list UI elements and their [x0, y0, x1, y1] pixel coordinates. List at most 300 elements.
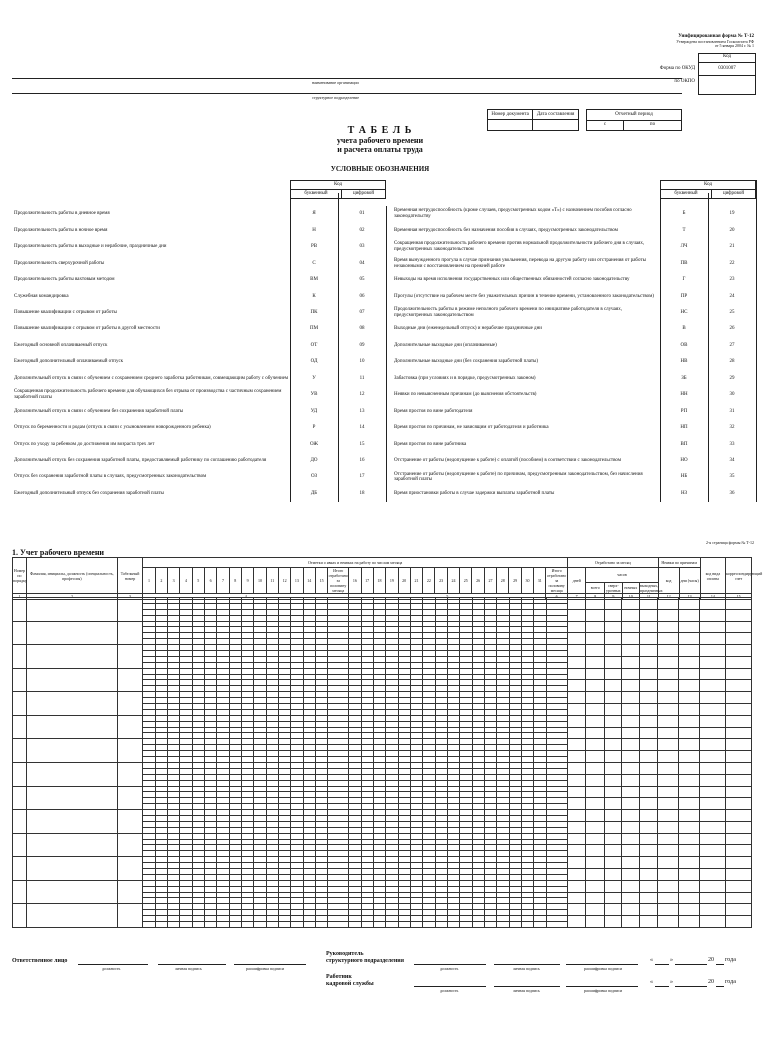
day-mark-cell[interactable]: [484, 921, 496, 927]
summary-cell[interactable]: [586, 762, 605, 774]
day-mark-cell[interactable]: [217, 921, 229, 927]
summary-cell[interactable]: [725, 892, 751, 904]
responsible-decoding-line[interactable]: [234, 964, 306, 965]
summary-cell[interactable]: [639, 904, 658, 916]
summary-cell[interactable]: [567, 857, 586, 869]
summary-cell[interactable]: [604, 715, 621, 727]
summary-cell[interactable]: [604, 868, 621, 880]
row-number-cell[interactable]: [13, 786, 27, 810]
summary-cell[interactable]: [725, 774, 751, 786]
summary-cell[interactable]: [639, 692, 658, 704]
row-number-cell[interactable]: [13, 904, 27, 928]
summary-cell[interactable]: [639, 762, 658, 774]
summary-cell[interactable]: [679, 751, 700, 763]
summary-cell[interactable]: [700, 762, 726, 774]
hr-date-month[interactable]: [675, 979, 707, 987]
summary-cell[interactable]: [586, 621, 605, 633]
day-mark-cell[interactable]: [447, 921, 459, 927]
summary-cell[interactable]: [700, 880, 726, 892]
summary-cell[interactable]: [639, 868, 658, 880]
tab-number-cell[interactable]: [117, 645, 143, 669]
summary-cell[interactable]: [567, 904, 586, 916]
summary-cell[interactable]: [639, 727, 658, 739]
summary-cell[interactable]: [586, 892, 605, 904]
summary-cell[interactable]: [586, 668, 605, 680]
day-mark-cell[interactable]: [423, 921, 435, 927]
summary-cell[interactable]: [658, 762, 679, 774]
summary-cell[interactable]: [725, 821, 751, 833]
summary-cell[interactable]: [622, 904, 639, 916]
summary-cell[interactable]: [622, 845, 639, 857]
summary-cell[interactable]: [622, 798, 639, 810]
summary-cell[interactable]: [586, 821, 605, 833]
day-mark-cell[interactable]: [349, 921, 361, 927]
summary-cell[interactable]: [658, 857, 679, 869]
tab-number-cell[interactable]: [117, 762, 143, 786]
summary-cell[interactable]: [725, 633, 751, 645]
summary-cell[interactable]: [604, 680, 621, 692]
summary-cell[interactable]: [622, 774, 639, 786]
day-mark-cell[interactable]: [521, 921, 533, 927]
summary-cell[interactable]: [639, 892, 658, 904]
row-number-cell[interactable]: [13, 598, 27, 622]
summary-cell[interactable]: [658, 633, 679, 645]
summary-cell[interactable]: [622, 786, 639, 798]
summary-cell[interactable]: [658, 845, 679, 857]
summary-cell[interactable]: [567, 692, 586, 704]
day-mark-cell[interactable]: [279, 921, 291, 927]
summary-cell[interactable]: [679, 892, 700, 904]
summary-cell[interactable]: [622, 868, 639, 880]
period-to[interactable]: [624, 120, 682, 131]
summary-cell[interactable]: [658, 704, 679, 716]
summary-cell[interactable]: [639, 633, 658, 645]
day-mark-cell[interactable]: [316, 921, 328, 927]
day-mark-cell[interactable]: [472, 921, 484, 927]
summary-cell[interactable]: [679, 833, 700, 845]
summary-cell[interactable]: [639, 857, 658, 869]
head-decoding-line[interactable]: [566, 964, 638, 965]
summary-cell[interactable]: [586, 880, 605, 892]
summary-cell[interactable]: [658, 621, 679, 633]
summary-cell[interactable]: [679, 609, 700, 621]
summary-cell[interactable]: [725, 868, 751, 880]
summary-cell[interactable]: [639, 668, 658, 680]
summary-cell[interactable]: [700, 727, 726, 739]
half-month-cell[interactable]: [328, 921, 349, 927]
summary-cell[interactable]: [658, 774, 679, 786]
summary-cell[interactable]: [567, 680, 586, 692]
hr-signature-line[interactable]: [494, 986, 560, 987]
summary-cell[interactable]: [586, 774, 605, 786]
summary-cell[interactable]: [700, 892, 726, 904]
day-mark-cell[interactable]: [361, 921, 373, 927]
summary-cell[interactable]: [622, 715, 639, 727]
summary-cell[interactable]: [586, 715, 605, 727]
summary-cell[interactable]: [658, 798, 679, 810]
summary-cell[interactable]: [586, 845, 605, 857]
tab-number-cell[interactable]: [117, 786, 143, 810]
summary-cell[interactable]: [604, 692, 621, 704]
employee-name-cell[interactable]: [26, 833, 117, 857]
summary-cell[interactable]: [658, 786, 679, 798]
summary-cell[interactable]: [700, 680, 726, 692]
summary-cell[interactable]: [700, 904, 726, 916]
row-number-cell[interactable]: [13, 668, 27, 692]
head-signature-line[interactable]: [494, 964, 560, 965]
summary-cell[interactable]: [725, 845, 751, 857]
tab-number-cell[interactable]: [117, 857, 143, 881]
summary-cell[interactable]: [622, 598, 639, 610]
summary-cell[interactable]: [622, 692, 639, 704]
summary-cell[interactable]: [567, 656, 586, 668]
summary-cell[interactable]: [567, 868, 586, 880]
head-date-year-input[interactable]: [716, 957, 724, 965]
summary-cell[interactable]: [622, 633, 639, 645]
summary-cell[interactable]: [700, 916, 726, 928]
summary-cell[interactable]: [679, 645, 700, 657]
summary-cell[interactable]: [604, 892, 621, 904]
summary-cell[interactable]: [567, 762, 586, 774]
summary-cell[interactable]: [604, 645, 621, 657]
summary-cell[interactable]: [622, 916, 639, 928]
summary-cell[interactable]: [622, 645, 639, 657]
summary-cell[interactable]: [679, 904, 700, 916]
summary-cell[interactable]: [725, 762, 751, 774]
day-mark-cell[interactable]: [242, 921, 254, 927]
summary-cell[interactable]: [604, 774, 621, 786]
employee-name-cell[interactable]: [26, 739, 117, 763]
summary-cell[interactable]: [679, 857, 700, 869]
summary-cell[interactable]: [725, 904, 751, 916]
summary-cell[interactable]: [700, 833, 726, 845]
summary-cell[interactable]: [639, 833, 658, 845]
summary-cell[interactable]: [604, 668, 621, 680]
summary-cell[interactable]: [622, 810, 639, 822]
employee-name-cell[interactable]: [26, 857, 117, 881]
summary-cell[interactable]: [586, 904, 605, 916]
summary-cell[interactable]: [639, 821, 658, 833]
summary-cell[interactable]: [725, 621, 751, 633]
summary-cell[interactable]: [639, 704, 658, 716]
summary-cell[interactable]: [604, 845, 621, 857]
employee-name-cell[interactable]: [26, 880, 117, 904]
summary-cell[interactable]: [725, 798, 751, 810]
summary-cell[interactable]: [679, 656, 700, 668]
summary-cell[interactable]: [622, 739, 639, 751]
summary-cell[interactable]: [567, 786, 586, 798]
summary-cell[interactable]: [567, 609, 586, 621]
summary-cell[interactable]: [586, 656, 605, 668]
tab-number-cell[interactable]: [117, 621, 143, 645]
summary-cell[interactable]: [622, 680, 639, 692]
hr-date-day[interactable]: [655, 979, 669, 987]
summary-cell[interactable]: [700, 857, 726, 869]
summary-cell[interactable]: [567, 727, 586, 739]
day-mark-cell[interactable]: [168, 921, 180, 927]
summary-cell[interactable]: [725, 810, 751, 822]
summary-cell[interactable]: [604, 916, 621, 928]
day-mark-cell[interactable]: [497, 921, 509, 927]
summary-cell[interactable]: [658, 680, 679, 692]
day-mark-cell[interactable]: [460, 921, 472, 927]
employee-name-cell[interactable]: [26, 762, 117, 786]
summary-cell[interactable]: [658, 904, 679, 916]
summary-cell[interactable]: [725, 857, 751, 869]
summary-cell[interactable]: [725, 598, 751, 610]
summary-cell[interactable]: [639, 645, 658, 657]
summary-cell[interactable]: [679, 633, 700, 645]
dept-line[interactable]: [12, 93, 682, 94]
day-mark-cell[interactable]: [534, 921, 546, 927]
summary-cell[interactable]: [622, 727, 639, 739]
doc-date-input[interactable]: [533, 120, 579, 131]
tab-number-cell[interactable]: [117, 668, 143, 692]
summary-cell[interactable]: [679, 821, 700, 833]
summary-cell[interactable]: [700, 798, 726, 810]
summary-cell[interactable]: [604, 727, 621, 739]
day-mark-cell[interactable]: [509, 921, 521, 927]
tab-number-cell[interactable]: [117, 810, 143, 834]
summary-cell[interactable]: [586, 751, 605, 763]
summary-cell[interactable]: [639, 810, 658, 822]
summary-cell[interactable]: [622, 751, 639, 763]
summary-cell[interactable]: [700, 645, 726, 657]
row-number-cell[interactable]: [13, 810, 27, 834]
summary-cell[interactable]: [658, 692, 679, 704]
summary-cell[interactable]: [622, 821, 639, 833]
summary-cell[interactable]: [658, 821, 679, 833]
summary-cell[interactable]: [639, 845, 658, 857]
summary-cell[interactable]: [679, 598, 700, 610]
tab-number-cell[interactable]: [117, 598, 143, 622]
summary-cell[interactable]: [586, 810, 605, 822]
summary-cell[interactable]: [567, 892, 586, 904]
row-number-cell[interactable]: [13, 645, 27, 669]
day-mark-cell[interactable]: [398, 921, 410, 927]
summary-cell[interactable]: [586, 798, 605, 810]
summary-cell[interactable]: [700, 704, 726, 716]
employee-name-cell[interactable]: [26, 598, 117, 622]
hr-date-year-input[interactable]: [716, 979, 724, 987]
tab-number-cell[interactable]: [117, 880, 143, 904]
summary-cell[interactable]: [622, 668, 639, 680]
summary-cell[interactable]: [604, 880, 621, 892]
summary-cell[interactable]: [622, 833, 639, 845]
summary-cell[interactable]: [679, 727, 700, 739]
summary-cell[interactable]: [658, 916, 679, 928]
summary-cell[interactable]: [639, 880, 658, 892]
summary-cell[interactable]: [639, 786, 658, 798]
summary-cell[interactable]: [622, 609, 639, 621]
summary-cell[interactable]: [679, 798, 700, 810]
summary-cell[interactable]: [604, 798, 621, 810]
summary-cell[interactable]: [679, 621, 700, 633]
summary-cell[interactable]: [700, 692, 726, 704]
summary-cell[interactable]: [567, 845, 586, 857]
summary-cell[interactable]: [586, 704, 605, 716]
summary-cell[interactable]: [658, 833, 679, 845]
summary-cell[interactable]: [679, 810, 700, 822]
row-number-cell[interactable]: [13, 692, 27, 716]
summary-cell[interactable]: [567, 774, 586, 786]
summary-cell[interactable]: [639, 739, 658, 751]
employee-name-cell[interactable]: [26, 786, 117, 810]
summary-cell[interactable]: [700, 621, 726, 633]
head-date-day[interactable]: [655, 957, 669, 965]
summary-cell[interactable]: [700, 821, 726, 833]
summary-cell[interactable]: [700, 633, 726, 645]
employee-name-cell[interactable]: [26, 645, 117, 669]
summary-cell[interactable]: [679, 916, 700, 928]
employee-name-cell[interactable]: [26, 668, 117, 692]
day-mark-cell[interactable]: [192, 921, 204, 927]
day-mark-cell[interactable]: [229, 921, 241, 927]
summary-cell[interactable]: [658, 880, 679, 892]
summary-cell[interactable]: [700, 598, 726, 610]
day-mark-cell[interactable]: [254, 921, 266, 927]
summary-cell[interactable]: [567, 633, 586, 645]
summary-cell[interactable]: [604, 857, 621, 869]
summary-cell[interactable]: [586, 680, 605, 692]
summary-cell[interactable]: [604, 821, 621, 833]
tab-number-cell[interactable]: [117, 739, 143, 763]
day-mark-cell[interactable]: [435, 921, 447, 927]
summary-cell[interactable]: [725, 916, 751, 928]
summary-cell[interactable]: [567, 916, 586, 928]
summary-cell[interactable]: [725, 727, 751, 739]
summary-cell[interactable]: [604, 633, 621, 645]
summary-cell[interactable]: [658, 739, 679, 751]
summary-cell[interactable]: [622, 621, 639, 633]
summary-cell[interactable]: [622, 762, 639, 774]
summary-cell[interactable]: [700, 609, 726, 621]
day-mark-cell[interactable]: [205, 921, 217, 927]
summary-cell[interactable]: [604, 704, 621, 716]
hr-decoding-line[interactable]: [566, 986, 638, 987]
summary-cell[interactable]: [679, 762, 700, 774]
summary-cell[interactable]: [604, 762, 621, 774]
summary-cell[interactable]: [604, 751, 621, 763]
summary-cell[interactable]: [700, 751, 726, 763]
day-mark-cell[interactable]: [410, 921, 422, 927]
summary-cell[interactable]: [639, 751, 658, 763]
summary-cell[interactable]: [622, 857, 639, 869]
tab-number-cell[interactable]: [117, 692, 143, 716]
head-date-month[interactable]: [675, 957, 707, 965]
summary-cell[interactable]: [658, 645, 679, 657]
summary-cell[interactable]: [639, 680, 658, 692]
summary-cell[interactable]: [658, 715, 679, 727]
summary-cell[interactable]: [604, 609, 621, 621]
hr-position-line[interactable]: [414, 986, 486, 987]
summary-cell[interactable]: [604, 833, 621, 845]
summary-cell[interactable]: [725, 715, 751, 727]
summary-cell[interactable]: [622, 880, 639, 892]
summary-cell[interactable]: [567, 833, 586, 845]
summary-cell[interactable]: [700, 786, 726, 798]
summary-cell[interactable]: [658, 609, 679, 621]
summary-cell[interactable]: [567, 715, 586, 727]
summary-cell[interactable]: [567, 821, 586, 833]
day-mark-cell[interactable]: [291, 921, 303, 927]
summary-cell[interactable]: [604, 598, 621, 610]
responsible-signature-line[interactable]: [158, 964, 226, 965]
summary-cell[interactable]: [658, 892, 679, 904]
summary-cell[interactable]: [622, 656, 639, 668]
summary-cell[interactable]: [679, 680, 700, 692]
summary-cell[interactable]: [725, 645, 751, 657]
summary-cell[interactable]: [658, 751, 679, 763]
summary-cell[interactable]: [567, 598, 586, 610]
summary-cell[interactable]: [725, 739, 751, 751]
org-line[interactable]: [12, 78, 682, 79]
summary-cell[interactable]: [567, 751, 586, 763]
summary-cell[interactable]: [679, 704, 700, 716]
summary-cell[interactable]: [700, 868, 726, 880]
summary-cell[interactable]: [639, 598, 658, 610]
summary-cell[interactable]: [679, 739, 700, 751]
summary-cell[interactable]: [586, 727, 605, 739]
summary-cell[interactable]: [639, 774, 658, 786]
summary-cell[interactable]: [567, 739, 586, 751]
tab-number-cell[interactable]: [117, 833, 143, 857]
summary-cell[interactable]: [658, 668, 679, 680]
summary-cell[interactable]: [679, 715, 700, 727]
summary-cell[interactable]: [567, 704, 586, 716]
summary-cell[interactable]: [586, 857, 605, 869]
summary-cell[interactable]: [586, 692, 605, 704]
summary-cell[interactable]: [700, 810, 726, 822]
head-position-line[interactable]: [414, 964, 486, 965]
responsible-position-line[interactable]: [78, 964, 148, 965]
summary-cell[interactable]: [604, 786, 621, 798]
period-from[interactable]: [587, 120, 624, 131]
summary-cell[interactable]: [725, 668, 751, 680]
day-mark-cell[interactable]: [143, 921, 155, 927]
summary-cell[interactable]: [604, 904, 621, 916]
summary-cell[interactable]: [658, 656, 679, 668]
summary-cell[interactable]: [725, 880, 751, 892]
summary-cell[interactable]: [604, 810, 621, 822]
summary-cell[interactable]: [639, 798, 658, 810]
summary-cell[interactable]: [700, 656, 726, 668]
summary-cell[interactable]: [586, 786, 605, 798]
half-month-cell[interactable]: [546, 921, 567, 927]
summary-cell[interactable]: [679, 668, 700, 680]
summary-cell[interactable]: [586, 868, 605, 880]
summary-cell[interactable]: [700, 845, 726, 857]
employee-name-cell[interactable]: [26, 715, 117, 739]
tab-number-cell[interactable]: [117, 904, 143, 928]
day-mark-cell[interactable]: [180, 921, 192, 927]
summary-cell[interactable]: [604, 739, 621, 751]
summary-cell[interactable]: [679, 868, 700, 880]
employee-name-cell[interactable]: [26, 904, 117, 928]
day-mark-cell[interactable]: [155, 921, 167, 927]
summary-cell[interactable]: [567, 810, 586, 822]
summary-cell[interactable]: [679, 774, 700, 786]
summary-cell[interactable]: [658, 727, 679, 739]
employee-name-cell[interactable]: [26, 692, 117, 716]
summary-cell[interactable]: [679, 845, 700, 857]
summary-cell[interactable]: [586, 833, 605, 845]
row-number-cell[interactable]: [13, 762, 27, 786]
row-number-cell[interactable]: [13, 715, 27, 739]
summary-cell[interactable]: [639, 609, 658, 621]
summary-cell[interactable]: [639, 621, 658, 633]
summary-cell[interactable]: [567, 621, 586, 633]
